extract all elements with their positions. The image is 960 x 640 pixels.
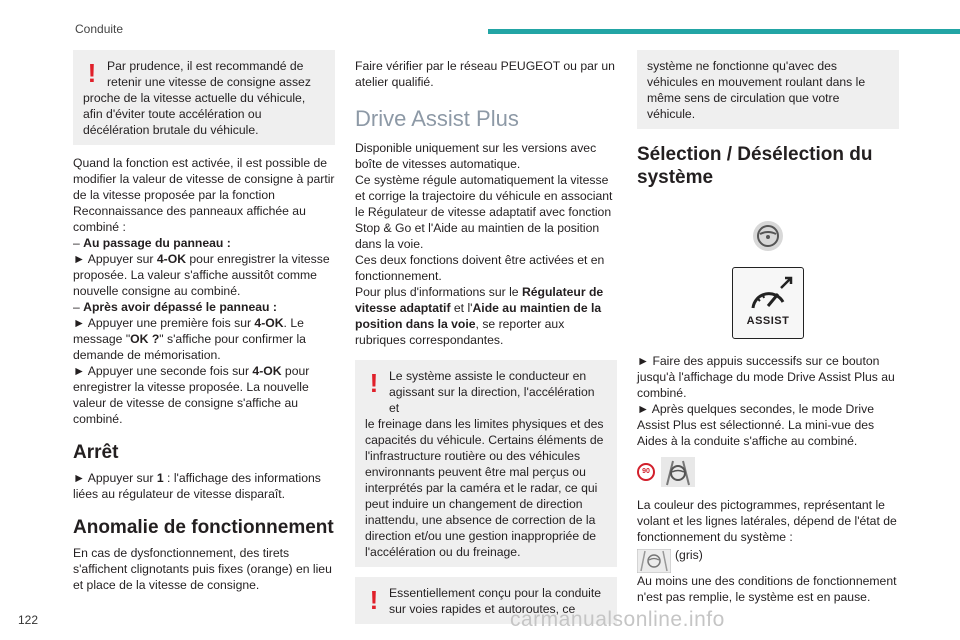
note-text: agissant sur la direction, l'accélération et xyxy=(389,385,595,415)
paragraph: – Après avoir dépassé le panneau : xyxy=(73,300,277,314)
driving-aids-miniview-icon xyxy=(661,457,695,487)
paragraph: Ce système régule automatiquement la vitesse et corrige la trajectoire du véhicule en associant le Régulateur de vitesse adaptatif avec fonction Stop & Go et l'Aide au maintien de la position dans la voie. xyxy=(355,173,613,251)
assist-label: ASSIST xyxy=(746,315,790,327)
warning-note xyxy=(73,50,335,145)
note-text: sur voies rapides et autoroutes, ce xyxy=(389,602,576,616)
warning-note xyxy=(355,360,617,567)
paragraph: ► Faire des appuis successifs sur ce bouton jusqu'à l'affichage du mode Drive Assist Plus au combiné. xyxy=(637,354,895,400)
warning-icon: ! xyxy=(369,585,379,615)
header-accent-bar xyxy=(488,29,960,34)
heading-drive-assist: Drive Assist Plus xyxy=(355,106,519,131)
paragraph: – Au passage du panneau : xyxy=(73,236,231,250)
paragraph: Faire vérifier par le réseau PEUGEOT ou par un atelier qualifié. xyxy=(355,59,615,89)
paragraph: ► Appuyer sur 4-OK pour enregistrer la vitesse proposée. La valeur s'affiche aussitôt comme nouvelle consigne au combiné. xyxy=(73,252,330,298)
paragraph: Pour plus d'informations sur le Régulateur de vitesse adaptatif et l'Aide au maintien de la position dans la voie, se reporter aux rubriques correspondantes. xyxy=(355,285,604,347)
header-section-title: Conduite xyxy=(75,22,124,36)
paragraph: Quand la fonction est activée, il est possible de modifier la valeur de vitesse de consigne à partir de la vitesse proposée par la fonction Reconnaissance des panneaux affichée au combiné : xyxy=(73,156,335,234)
paragraph: La couleur des pictogrammes, représentant le volant et les lignes latérales, dépend de l'état de fonctionnement du système : xyxy=(637,498,897,544)
steering-wheel-icon xyxy=(751,219,785,253)
column-3 xyxy=(637,50,899,605)
paragraph: Ces deux fonctions doivent être activées et en fonctionnement. xyxy=(355,253,605,283)
heading-selection: Sélection / Désélection du système xyxy=(637,144,873,188)
callout-row xyxy=(637,457,899,487)
note-text: Le système assiste le conducteur en xyxy=(389,369,587,383)
paragraph: ► Après quelques secondes, le mode Drive Assist Plus est sélectionné. La mini-vue des Aides à la conduite s'affiche au combiné. xyxy=(637,402,875,448)
watermark: carmanualsonline.info xyxy=(510,608,725,631)
page-number: 122 xyxy=(18,613,39,627)
grey-steering-status-icon xyxy=(637,549,671,573)
paragraph: Disponible uniquement sur les versions avec boîte de vitesses automatique. xyxy=(355,141,597,171)
assist-button-icon xyxy=(732,267,804,339)
warning-icon: ! xyxy=(87,58,97,88)
column-2 xyxy=(355,50,617,632)
paragraph: ► Appuyer une première fois sur 4-OK. Le message "OK ?" s'affiche pour confirmer la demande de mémorisation. xyxy=(73,316,306,362)
paragraph: ► Appuyer une seconde fois sur 4-OK pour enregistrer la vitesse proposée. La nouvelle valeur de vitesse de consigne s'affiche au combiné. xyxy=(73,364,310,426)
paragraph: En cas de dysfonctionnement, des tirets s'affichent clignotants puis fixes (orange) en lieu et place de la vitesse de consigne. xyxy=(73,546,332,592)
paragraph: ► Appuyer sur 1 : l'affichage des informations liées au régulateur de vitesse disparaît. xyxy=(73,471,321,501)
heading-arret: Arrêt xyxy=(73,442,119,463)
note-text: le freinage dans les limites physiques et des capacités du véhicule. Certains éléments de l'infrastructure routière ou des véhicules environnants peuvent être mal perçus ou interprétés par la caméra et le radar, ce qui peut induire un changement de direction inattendu, une absence de correction de la direction et/ou une gestion inappropriée de l'accélération ou du freinage. xyxy=(365,417,604,559)
heading-anomalie: Anomalie de fonctionnement xyxy=(73,517,334,538)
note-text: Essentiellement conçu pour la conduite xyxy=(389,586,602,600)
callout-number-badge: 90 xyxy=(637,463,655,481)
warning-note-continued xyxy=(637,50,899,129)
note-text: Par prudence, il est recommandé de xyxy=(107,59,304,73)
column-1 xyxy=(73,50,335,593)
warning-icon: ! xyxy=(369,368,379,398)
status-gris-label: (gris) xyxy=(675,548,703,562)
note-text: retenir une vitesse de consigne assez xyxy=(107,75,311,89)
note-text: proche de la vitesse actuelle du véhicule, afin d'éviter toute accélération ou décélération brutale du véhicule. xyxy=(83,91,306,137)
paragraph: Au moins une des conditions de fonctionnement n'est pas remplie, le système est en pause. xyxy=(637,574,897,604)
status-gris-row xyxy=(637,547,899,573)
note-text: système ne fonctionne qu'avec des véhicules en mouvement roulant dans le même sens de circulation que votre véhicule. xyxy=(647,59,866,121)
